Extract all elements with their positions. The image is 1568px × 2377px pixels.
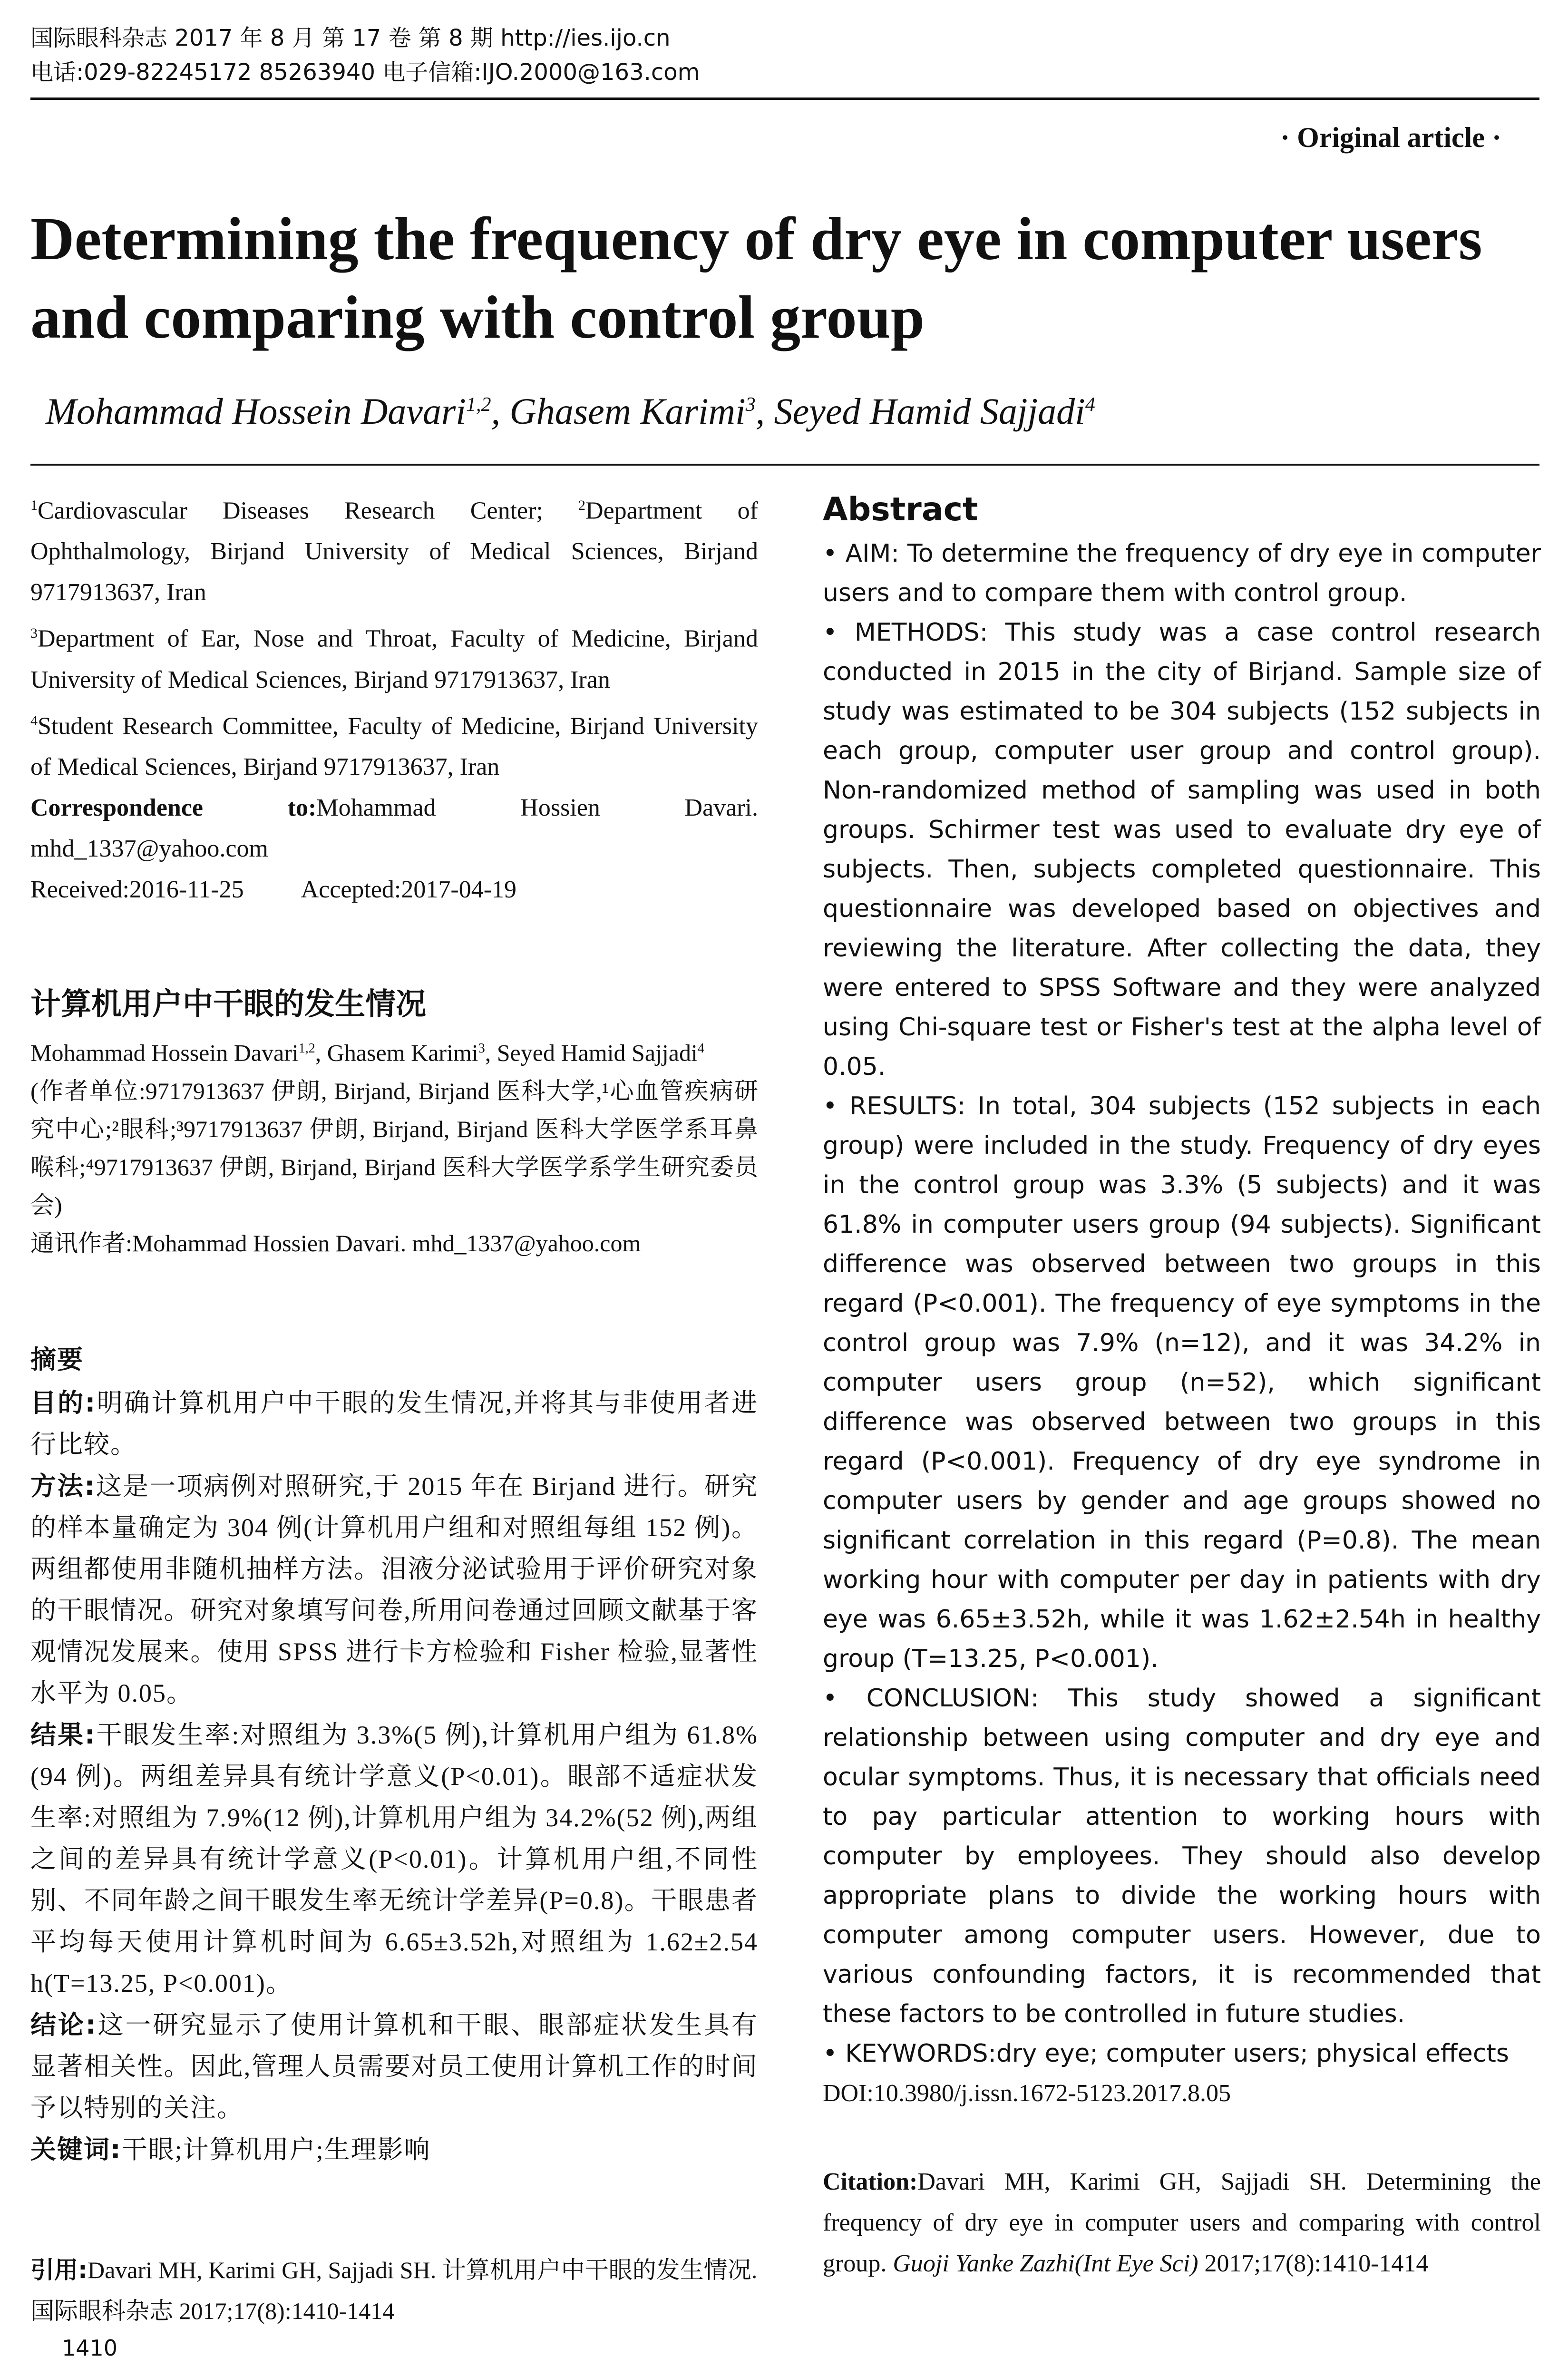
abstract-methods: • METHODS: This study was a case control research conducted in 2015 in the city of Birjand. Sample size of study was estimated to be 304 subjects (152 subjects in each group, computer user group and control group). Non-randomized method of sampling was used in both groups. Schirmer test was used to evaluate dry eye of subjects. Then, subjects completed questionnaire. This questionnaire was developed based on objectives and reviewing the literature. After collecting the data, they were entered to SPSS Software and they were analyzed using Chi-square test or Fisher's test at the alpha level of 0.05. [823,618,1541,1081]
abstract-aim: • AIM: To determine the frequency of dry eye in computer users and to compare them with control group. [823,539,1541,607]
affiliation: $^3$Department of Ear, Nose and Throat, Faculty of Medicine, Birjand University of Medical Sciences, Birjand 9717913637, Iran [30,625,758,693]
header-divider [30,97,1539,100]
cn-authors: Mohammad Hossein Davari$^{1,2}$, Ghasem Karimi$^3$, Seyed Hamid Sajjadi$^4$ [30,1039,704,1066]
cn-abstract [30,1339,758,2171]
received-date: Received:2016-11-25 [30,876,244,903]
cn-keywords: 关键词:干眼;计算机用户;生理影响 [30,2134,431,2164]
accepted-date: Accepted:2017-04-19 [301,876,517,903]
author-list: Mohammad Hossein Davari$^{1,2}$, Ghasem Karimi$^3$, Seyed Hamid Sajjadi$^4$ [46,390,1095,432]
cn-aim: 目的:明确计算机用户中干眼的发生情况,并将其与非使用者进行比较。 [30,1388,758,1459]
article-type-label: · Original article · [1280,122,1501,153]
cn-methods: 方法:这是一项病例对照研究,于 2015 年在 Birjand 进行。研究的样本量确定为 304 例(计算机用户组和对照组每组 152 例)。两组都使用非随机抽样方法。泪液分泌试验用于评价研究对象的干眼情况。研究对象填写问卷,所用问卷通过回顾文献基于客观情况发展来。使用 SPSS 进行卡方检验和 Fisher 检验,显著性水平为 0.05。 [30,1471,758,1707]
cn-abstract-heading: 摘要 [30,1344,84,1374]
affiliation: $^4$Student Research Committee, Faculty of Medicine, Birjand University of Medical Sciences, Birjand 9717913637, Iran [30,712,758,780]
affiliations-block [30,485,758,910]
correspondence-label: Correspondence to: [30,794,317,821]
author-name: Mohammad Hossein Davari [46,390,466,432]
abstract-keywords: • KEYWORDS:dry eye; computer users; physical effects [823,2039,1509,2068]
cn-results: 结果:干眼发生率:对照组为 3.3%(5 例),计算机用户组为 61.8%(94 例)。两组差异具有统计学意义(P<0.01)。眼部不适症状发生率:对照组为 7.9%(12 例),计算机用户组为 34.2%(52 例),两组之间的差异具有统计学意义(P<0.01)。计算机用户组,不同性别、不同年龄之间干眼发生率无统计学差异(P=0.8)。干眼患者平均每天使用计算机时间为 6.65±3.52h,对照组为 1.62±2.54 h(T=13.25, P<0.001)。 [30,1720,758,1997]
correspondence-text: Mohammad Hossien Davari. mhd_1337@yahoo.com [30,794,758,862]
cn-affiliation: (作者单位:9717913637 伊朗, Birjand, Birjand 医科大学,¹心血管疾病研究中心;²眼科;³9717913637 伊朗, Birjand, Birjand 医科大学医学系耳鼻喉科;⁴9717913637 伊朗, Birjand, Birjand 医科大学医学系学生研究委员会) [30,1077,758,1218]
cn-conclusion: 结论:这一研究显示了使用计算机和干眼、眼部症状发生具有显著相关性。因此,管理人员需要对员工使用计算机工作的时间予以特别的关注。 [30,2010,758,2122]
abstract-heading: Abstract [823,491,978,528]
journal-info-line: 国际眼科杂志 2017 年 8 月 第 17 卷 第 8 期 http://ies.ijo.cn [30,25,671,51]
correspondence [30,788,758,869]
author-affiliation-mark: 4 [1085,394,1095,416]
journal-contact-line: 电话:029-82245172 85263940 电子信箱:IJO.2000@163.com [30,59,700,86]
citation-block [823,2162,1541,2284]
abstract-conclusion: • CONCLUSION: This study showed a significant relationship between using computer and dry eye and ocular symptoms. Thus, it is necessary that officials need to pay particular attention to working hours with computer by employees. They should also develop appropriate plans to divide the working hours with computer among computer users. However, due to various confounding factors, it is recommended that these factors to be controlled in future studies. [823,1684,1541,2028]
citation-label: Citation: [823,2168,918,2195]
journal-header [30,21,934,89]
cn-citation [30,2250,758,2331]
cn-article-title: 计算机用户中干眼的发生情况 [30,987,426,1022]
page-number: 1410 [62,2335,118,2361]
cn-citation-text: Davari MH, Karimi GH, Sajjadi SH. 计算机用户中干眼的发生情况. 国际眼科杂志 2017;17(8):1410-1414 [30,2257,758,2324]
author-name: Seyed Hamid Sajjadi [774,390,1085,432]
dates-line [30,869,758,910]
article-title: Determining the frequency of dry eye in computer users and comparing with control group [30,205,1482,351]
author-affiliation-mark: 1,2 [466,394,491,416]
citation-tail: 2017;17(8):1410-1414 [1198,2250,1429,2277]
cn-citation-label: 引用: [30,2256,88,2284]
abstract-section [823,490,1541,2113]
cn-author-block [30,1030,758,1262]
doi: DOI:10.3980/j.issn.1672-5123.2017.8.05 [823,2080,1231,2107]
citation-text: Davari MH, Karimi GH, Sajjadi SH. Determining the frequency of dry eye in computer users and comparing with control group. [823,2168,1541,2277]
cn-correspondence: 通讯作者:Mohammad Hossien Davari. mhd_1337@yahoo.com [30,1229,641,1257]
author-affiliation-mark: 3 [745,394,756,416]
affiliation: $^1$Cardiovascular Diseases Research Center; $^2$Department of Ophthalmology, Birjand University of Medical Sciences, Birjand 9717913637, Iran [30,497,758,606]
authors-divider [30,464,1539,466]
author-name: Ghasem Karimi [509,390,746,432]
abstract-results: • RESULTS: In total, 304 subjects (152 subjects in each group) were included in the study. Frequency of dry eyes in the control group was 3.3% (5 subjects) and it was 61.8% in computer users group (94 subjects). Significant difference was observed between two groups in this regard (P<0.001). The frequency of eye symptoms in the control group was 7.9% (n=12), and it was 34.2% in computer users group (n=52), which significant difference was observed between two groups in this regard (P<0.001). Frequency of dry eye syndrome in computer users by gender and age groups showed no significant correlation in this regard (P=0.8). The mean working hour with computer per day in patients with dry eye was 6.65±3.52h, while it was 1.62±2.54h in healthy group (T=13.25, P<0.001). [823,1092,1541,1673]
citation-journal: Guoji Yanke Zazhi(Int Eye Sci) [893,2250,1198,2277]
